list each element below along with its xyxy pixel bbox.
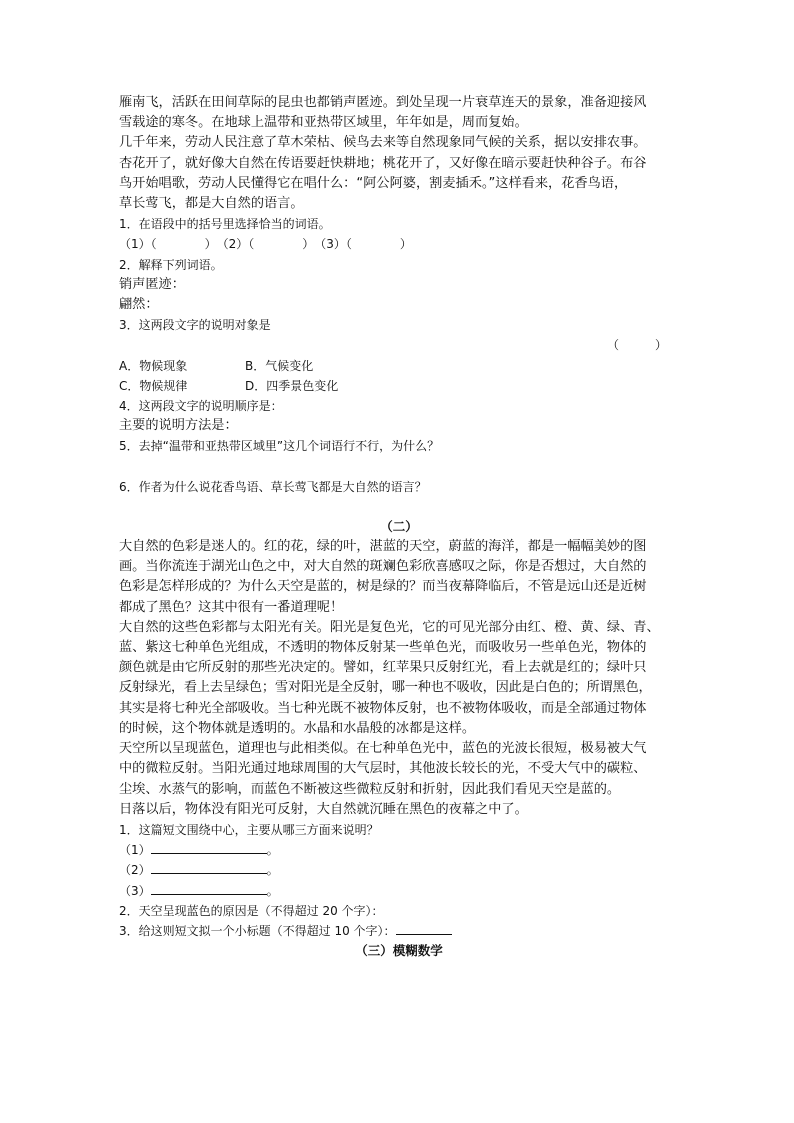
passage-line: 雁南飞，活跃在田间草际的昆虫也都销声匿迹。到处呈现一片衰草连天的景象，准备迎接风 bbox=[119, 95, 647, 110]
answer-line-3 bbox=[119, 881, 679, 901]
answer-line-2 bbox=[119, 860, 679, 880]
answer-blank[interactable] bbox=[151, 882, 267, 895]
option-b: B．气候变化 bbox=[245, 358, 314, 373]
question-3: 3．这两段文字的说明对象是 bbox=[119, 318, 271, 333]
question-3-line bbox=[119, 921, 679, 941]
answer-number: （2） bbox=[119, 863, 151, 878]
passage-line: 色彩是怎样形成的？为什么天空是蓝的，树是绿的？而当夜幕降临后，不管是远山还是近树 bbox=[119, 579, 647, 595]
passage-line: 大自然的色彩是迷人的。红的花，绿的叶，湛蓝的天空，蔚蓝的海洋，都是一幅幅美妙的图 bbox=[119, 539, 647, 555]
question-3-answer-paren: （ ） bbox=[606, 338, 667, 353]
option-a: A．物候现象 bbox=[119, 358, 188, 373]
period: 。 bbox=[266, 883, 279, 898]
question-2: 2．解释下列词语。 bbox=[119, 257, 223, 272]
passage-line: 反射绿光，看上去呈绿色；雪对阳光是全反射，哪一种也不吸收，因此是白色的；所谓黑色， bbox=[119, 680, 652, 696]
question-1: 1．这篇短文围绕中心，主要从哪三方面来说明？ bbox=[119, 822, 379, 837]
questions-1 bbox=[119, 214, 679, 517]
passage-line: 杏花开了，就好像大自然在传语要赶快耕地；桃花开了，又好像在暗示要赶快种谷子。布谷 bbox=[119, 155, 647, 171]
passage-line: 雪载途的寒冬。在地球上温带和亚热带区域里，年年如是，周而复始。 bbox=[119, 115, 528, 131]
passage-line: 蓝、紫这七种单色光组成，不透明的物体反射某一些单色光，而吸收另一些单色光，物体的 bbox=[119, 640, 647, 656]
spacer bbox=[119, 457, 679, 477]
term-1: 销声匿迹： bbox=[119, 276, 185, 292]
section-3-title: （三）模糊数学 bbox=[355, 943, 443, 959]
passage-line: 几千年来，劳动人民注意了草木荣枯、候鸟去来等自然现象同气候的关系，据以安排农事。 bbox=[119, 135, 647, 151]
passage-line: 都成了黑色？这其中很有一番道理呢！ bbox=[119, 599, 344, 615]
document-page bbox=[119, 93, 679, 961]
passage-line: 颜色就是由它所反射的那些光决定的。譬如，红苹果只反射红光，看上去就是红的；绿叶只 bbox=[119, 660, 647, 676]
answer-number: （1） bbox=[119, 843, 151, 858]
passage-line: 中的微粒反射。当阳光通过地球周围的大气层时，其他波长较长的光，不受大气中的碳粒、 bbox=[119, 761, 647, 777]
question-2: 2．天空呈现蓝色的原因是（不得超过 20 个字）： bbox=[119, 903, 384, 918]
answer-blank[interactable] bbox=[151, 841, 267, 854]
question-6: 6．作者为什么说花香鸟语、草长莺飞都是大自然的语言？ bbox=[119, 479, 427, 494]
question-5: 5．去掉“温带和亚热带区域里”这几个词语行不行，为什么？ bbox=[119, 439, 440, 454]
answer-number: （3） bbox=[119, 883, 151, 898]
spacer bbox=[119, 497, 679, 517]
answer-blank[interactable] bbox=[151, 861, 267, 874]
answer-blank[interactable] bbox=[396, 922, 452, 935]
passage-line: 日落以后，物体没有阳光可反射，大自然就沉睡在黑色的夜幕之中了。 bbox=[119, 801, 528, 817]
period: 。 bbox=[266, 863, 279, 878]
passage-line: 大自然的这些色彩都与太阳光有关。阳光是复色光，它的可见光部分由红、橙、黄、绿、青、 bbox=[119, 619, 660, 635]
question-4: 4．这两段文字的说明顺序是： bbox=[119, 399, 283, 414]
questions-2 bbox=[119, 820, 679, 941]
passage-line: 的时候，这个物体就是透明的。水晶和水晶般的冰都是这样。 bbox=[119, 720, 476, 736]
option-d: D．四季景色变化 bbox=[245, 378, 339, 393]
question-1-blanks: （1）（ ） （2）（ ） （3）（ ） bbox=[119, 237, 412, 252]
passage-line: 尘埃、水蒸气的影响，而蓝色不断被这些微粒反射和折射，因此我们看见天空是蓝的。 bbox=[119, 781, 621, 797]
question-3: 3．给这则短文拟一个小标题（不得超过 10 个字）： bbox=[119, 923, 396, 938]
option-c: C．物候规律 bbox=[119, 378, 188, 393]
answer-line-1 bbox=[119, 840, 679, 860]
passage-line: 其实是将七种光全部吸收。当七种光既不被物体反射，也不被物体吸收，而是全部通过物体 bbox=[119, 700, 647, 716]
question-4-method: 主要的说明方法是： bbox=[119, 418, 238, 434]
passage-line: 画。当你流连于湖光山色之中，对大自然的斑斓色彩欣喜感叹之际，你是否想过，大自然的 bbox=[119, 559, 647, 575]
section-2-title: （二） bbox=[380, 518, 418, 534]
question-1: 1．在语段中的括号里选择恰当的词语。 bbox=[119, 217, 331, 232]
passage-line: 天空所以呈现蓝色，道理也与此相类似。在七种单色光中，蓝色的光波长很短，极易被大气 bbox=[119, 741, 647, 757]
question-3-options-row-1 bbox=[119, 356, 679, 376]
passage-line: 鸟开始唱歌，劳动人民懂得它在唱什么：“阿公阿婆，割麦插禾。”这样看来，花香鸟语， bbox=[119, 175, 628, 191]
term-2: 翩然： bbox=[119, 297, 159, 313]
question-3-options-row-2 bbox=[119, 376, 679, 396]
passage-1 bbox=[119, 93, 679, 214]
passage-line: 草长莺飞，都是大自然的语言。 bbox=[119, 196, 304, 212]
passage-2 bbox=[119, 537, 679, 820]
period: 。 bbox=[266, 843, 279, 858]
